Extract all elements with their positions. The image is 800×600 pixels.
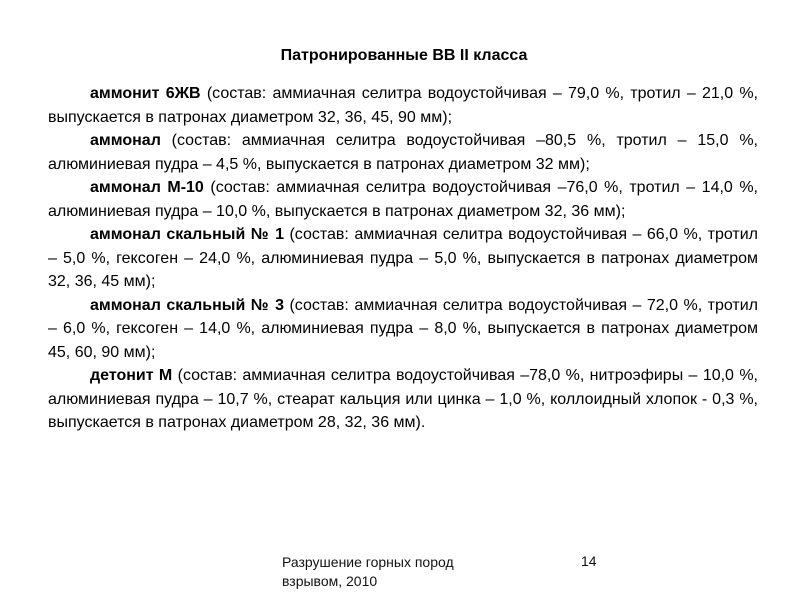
footer-caption <box>282 553 454 591</box>
item-description: (состав: аммиачная селитра водоустойчивая – 72,0 %, тротил – 6,0 %, гексоген – 14,0 %, алюминиевая пудра – 8,0 %, выпускается в патронах диаметром 45, 60, 90 мм); <box>48 296 758 361</box>
slide-title: Патронированные ВВ II класса <box>280 47 528 64</box>
list-item <box>48 364 758 435</box>
item-name: аммонал скальный № 1 <box>90 226 284 243</box>
list-item <box>48 294 758 365</box>
item-name: аммонал скальный № 3 <box>90 296 284 314</box>
item-description: (состав: аммиачная селитра водоустойчивая – 79,0 %, тротил – 21,0 %, выпускается в патронах диаметром 32, 36, 45, 90 мм); <box>48 85 759 126</box>
list-item <box>48 223 758 294</box>
page-number: 14 <box>581 553 597 569</box>
footer-caption-line: Разрушение горных пород <box>282 554 454 570</box>
item-name: аммонит 6ЖВ <box>90 85 201 102</box>
footer-caption-line: взрывом, 2010 <box>282 573 378 589</box>
item-description: (состав: аммиачная селитра водоустойчивая –80,5 %, тротил – 15,0 %, алюминиевая пудра – 4,5 %, выпускается в патронах диаметром 32 мм); <box>48 132 758 173</box>
explosives-list <box>48 82 758 435</box>
item-description: (состав: аммиачная селитра водоустойчивая – 66,0 %, тротил – 5,0 %, гексоген – 24,0 %, алюминиевая пудра – 5,0 %, выпускается в патронах диаметром 32, 36, 45 мм); <box>48 226 758 290</box>
item-description: (состав: аммиачная селитра водоустойчивая –76,0 %, тротил – 14,0 %, алюминиевая пудра – 10,0 %, выпускается в патронах диаметром 32, 36 мм); <box>48 179 758 220</box>
item-name: аммонал <box>90 132 161 149</box>
item-description: (состав: аммиачная селитра водоустойчивая –78,0 %, нитроэфиры – 10,0 %, алюминиевая пудра – 10,7 %, стеарат кальция или цинка – 1,0 %, коллоидный хлопок - 0,3 %, выпускается в патронах диаметром 28, 32, 36 мм). <box>48 367 758 431</box>
item-name: аммонал М-10 <box>90 179 204 196</box>
list-item <box>48 176 758 223</box>
list-item <box>48 82 758 129</box>
list-item <box>48 129 758 176</box>
item-name: детонит М <box>90 367 173 384</box>
